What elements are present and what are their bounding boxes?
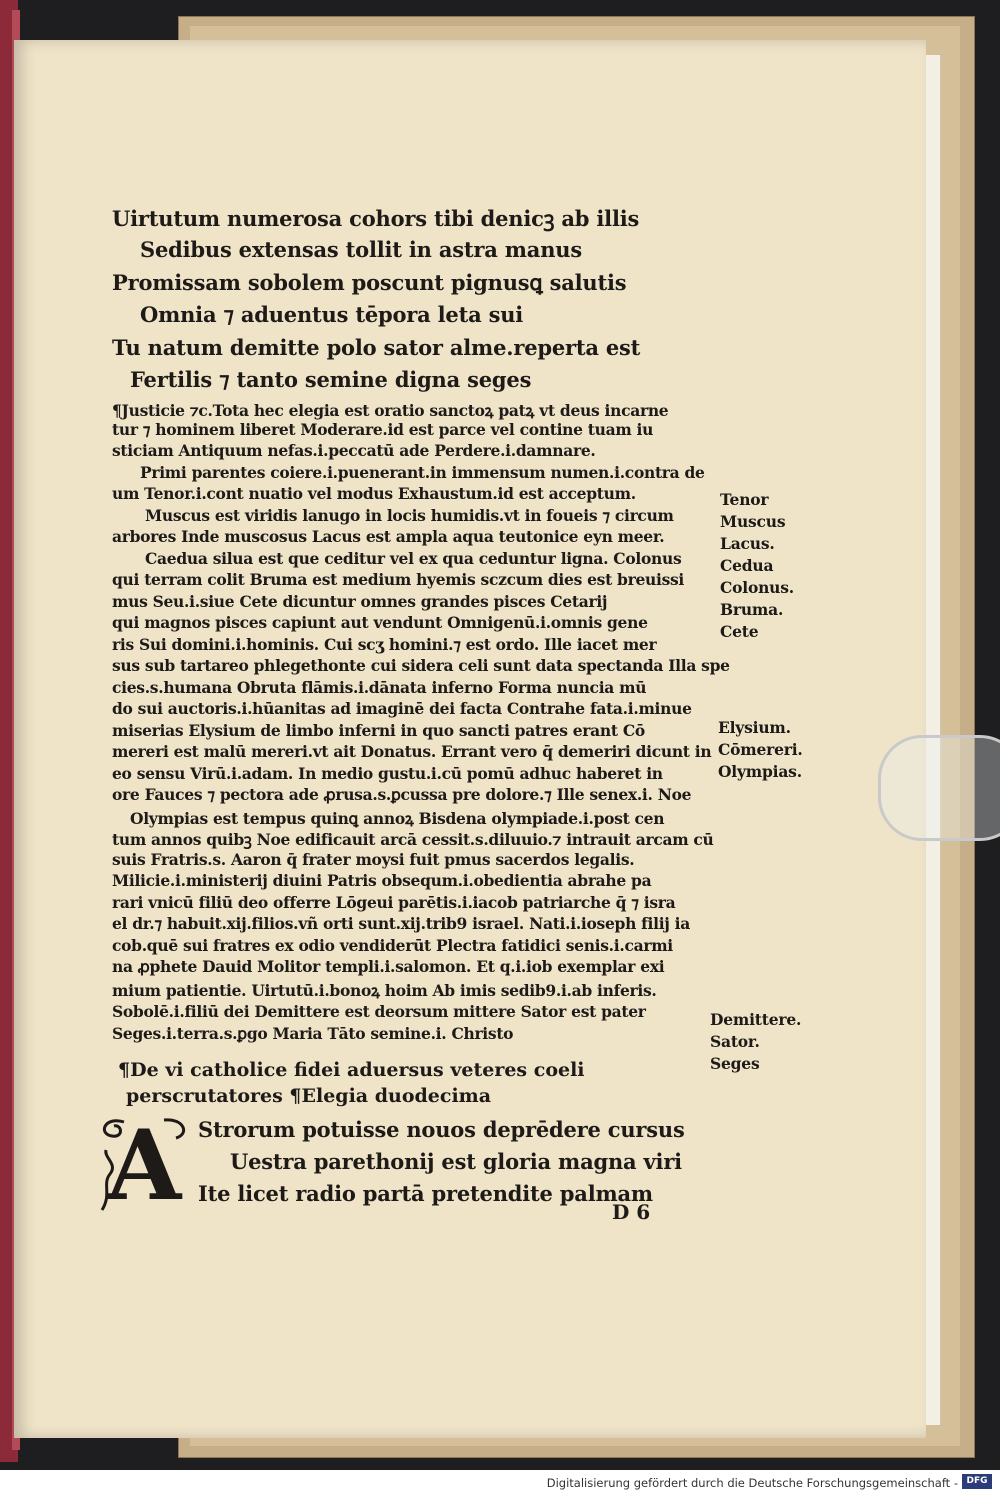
commentary-line: tum annos quibꝫ Noe edificauit arcā cessit.s.diluuio.⁊ intrauit arcam cū xyxy=(112,830,714,849)
commentary-line: Olympias est tempus quinꝗ annoꝝ Bisdena olympiade.i.post cen xyxy=(130,809,665,828)
commentary-line: Muscus est viridis lanugo in locis humidis.vt in foueis ⁊ circum xyxy=(145,506,674,525)
decorated-initial: A xyxy=(106,1109,182,1222)
section-heading: ¶De vi catholice fidei aduersus veteres coeli xyxy=(118,1059,585,1081)
commentary-line: sus sub tartareo phlegethonte cui sidera celi sunt data spectanda Illa spe xyxy=(112,656,730,675)
commentary-line: suis Fratris.s. Aaron q̄ frater moysi fuit pmus sacerdos legalis. xyxy=(112,850,635,869)
margin-note: Cōmereri. xyxy=(718,740,803,759)
commentary-line: Caedua silua est que ceditur vel ex qua ceduntur ligna. Colonus xyxy=(145,549,682,568)
dfg-logo: DFG xyxy=(962,1474,992,1489)
section-heading: perscrutatores ¶Elegia duodecima xyxy=(126,1085,492,1107)
margin-note: Cedua xyxy=(720,556,774,575)
commentary-line: cob.quē sui fratres ex odio vendiderūt Plectra fatidici senis.i.carmi xyxy=(112,936,673,955)
commentary-line: qui terram colit Bruma est medium hyemis sczcum dies est breuissi xyxy=(112,570,685,589)
margin-note: Cete xyxy=(720,622,759,641)
margin-note: Demittere. xyxy=(710,1010,802,1029)
margin-note: Bruma. xyxy=(720,600,784,619)
margin-note: Elysium. xyxy=(718,718,791,737)
margin-note: Lacus. xyxy=(720,534,775,553)
commentary-line: rari vnicū filiū deo offerre Lōgeui parētis.i.iacob patriarche q̄ ⁊ isra xyxy=(112,893,676,912)
commentary-line: ¶Justicie ⁊c.Tota hec elegia est oratio sanctoꝝ patꝝ vt deus incarne xyxy=(112,401,669,420)
commentary-line: Seges.i.terra.s.ꝑgo Maria Tāto semine.i. Christo xyxy=(112,1024,514,1043)
commentary-line: na ꝓphete Dauid Molitor templi.i.salomon. Et q.i.iob exemplar exi xyxy=(112,957,665,976)
commentary-line: arbores Inde muscosus Lacus est ampla aqua teutonice eyn meer. xyxy=(112,527,665,546)
verse-line: Tu natum demitte polo sator alme.reperta est xyxy=(112,335,641,360)
commentary-line: do sui auctoris.i.hūanitas ad imaginē dei facta Contrahe fata.i.minue xyxy=(112,699,692,718)
commentary-line: sticiam Antiquum nefas.i.peccatū ade Perdere.i.damnare. xyxy=(112,441,596,460)
commentary-line: mereri est malū mereri.vt ait Donatus. Errant vero q̄ demeriri dicunt in xyxy=(112,742,712,761)
margin-note: Sator. xyxy=(710,1032,760,1051)
footer-credit: Digitalisierung gefördert durch die Deutsche Forschungsgemeinschaft - xyxy=(546,1476,958,1490)
signature-mark: D 6 xyxy=(612,1200,651,1224)
margin-note: Muscus xyxy=(720,512,786,531)
verse-line: Promissam sobolem poscunt pignusꝗ salutis xyxy=(112,270,627,295)
margin-note: Seges xyxy=(710,1054,760,1073)
commentary-line: Milicie.i.ministerij diuini Patris obsequm.i.obedientia abrahe pa xyxy=(112,871,652,890)
elegy-line: Strorum potuisse nouos deprēdere cursus xyxy=(198,1117,685,1142)
commentary-line: ore Fauces ⁊ pectora ade ꝓrusa.s.ꝑcussa pre dolore.⁊ Ille senex.i. Noe xyxy=(112,785,692,804)
page-clip xyxy=(878,735,1000,841)
verse-line: Fertilis ⁊ tanto semine digna seges xyxy=(130,367,532,392)
verse-line: Sedibus extensas tollit in astra manus xyxy=(140,237,582,262)
commentary-line: Sobolē.i.filiū dei Demittere est deorsum mittere Sator est pater xyxy=(112,1002,646,1021)
commentary-line: mium patientie. Uirtutū.i.bonoꝝ hoim Ab imis sedib9.i.ab inferis. xyxy=(112,981,657,1000)
verse-line: Uirtutum numerosa cohors tibi denicꝫ ab illis xyxy=(112,206,640,231)
margin-note: Colonus. xyxy=(720,578,794,597)
commentary-line: qui magnos pisces capiunt aut vendunt Omnigenū.i.omnis gene xyxy=(112,613,648,632)
commentary-line: um Tenor.i.cont nuatio vel modus Exhaustum.id est acceptum. xyxy=(112,484,636,503)
commentary-line: tur ⁊ hominem liberet Moderare.id est parce vel contine tuam iu xyxy=(112,420,654,439)
commentary-line: eo sensu Virū.i.adam. In medio gustu.i.cū pomū adhuc haberet in xyxy=(112,764,663,783)
commentary-line: el dr.⁊ habuit.xij.filios.vñ orti sunt.xij.trib9 israel. Nati.i.ioseph filij ia xyxy=(112,914,691,933)
elegy-line: Uestra parethonij est gloria magna viri xyxy=(230,1149,682,1174)
commentary-line: mus Seu.i.siue Cete dicuntur omnes grandes pisces Cetarij xyxy=(112,592,608,611)
margin-note: Tenor xyxy=(720,490,769,509)
commentary-line: Primi parentes coiere.i.puenerant.in immensum numen.i.contra de xyxy=(140,463,705,482)
elegy-line: Ite licet radio partā pretendite palmam xyxy=(198,1181,653,1206)
commentary-line: miserias Elysium de limbo inferni in quo sancti patres erant Cō xyxy=(112,721,645,740)
commentary-line: cies.s.humana Obruta flāmis.i.dānata inferno Forma nuncia mū xyxy=(112,678,647,697)
commentary-line: ris Sui domini.i.hominis. Cui scʒ homini.⁊ est ordo. Ille iacet mer xyxy=(112,635,657,654)
verse-line: Omnia ⁊ aduentus tēpora leta sui xyxy=(140,302,524,327)
margin-note: Olympias. xyxy=(718,762,802,781)
